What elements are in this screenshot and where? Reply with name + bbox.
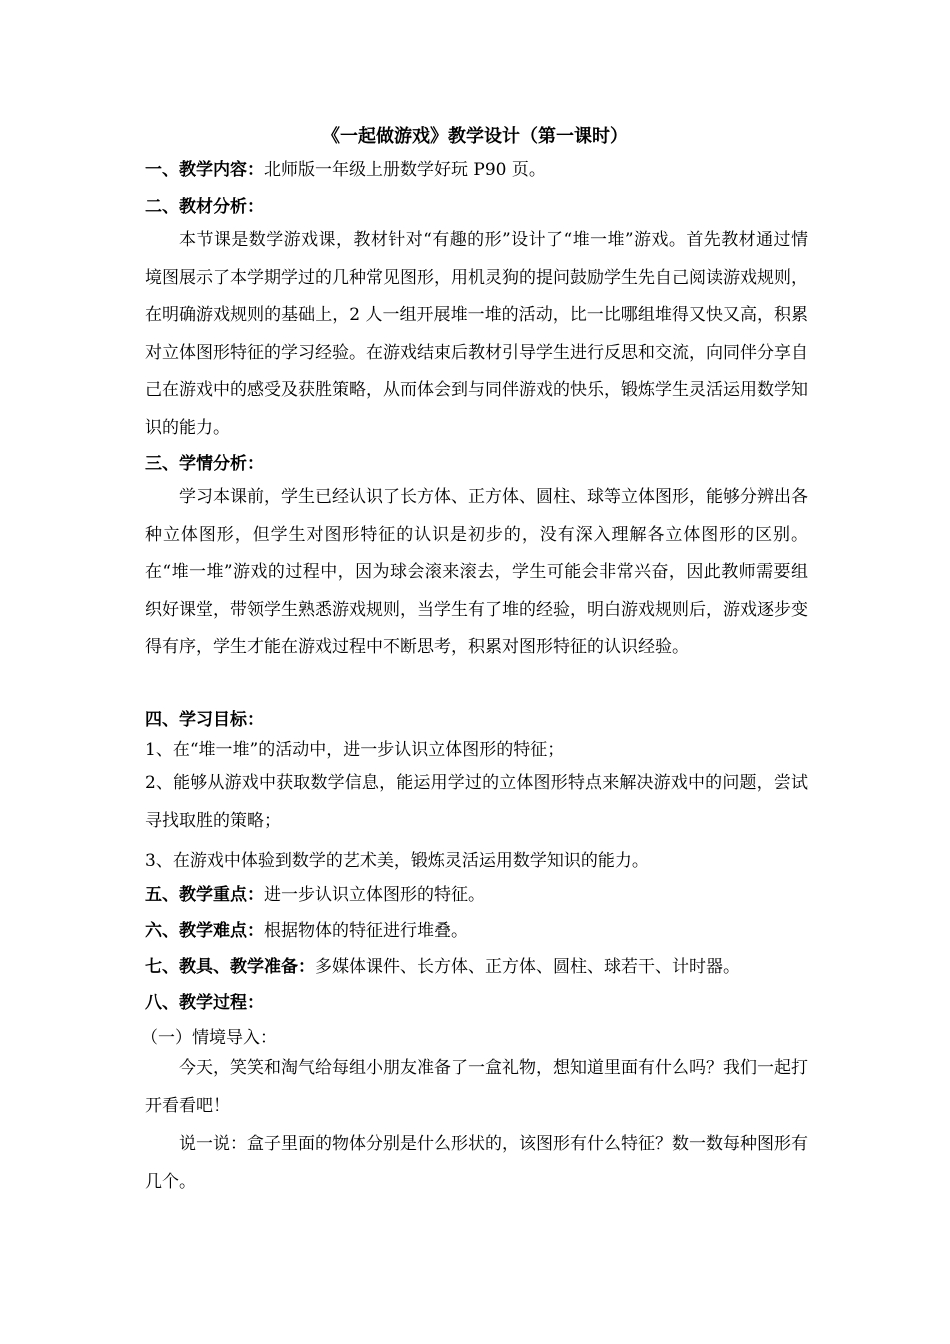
section-value: 多媒体课件、长方体、正方体、圆柱、球若干、计时器。 xyxy=(315,957,740,977)
section-teaching-process-heading: 八、教学过程： xyxy=(145,993,264,1013)
intro-paragraph-2: 说一说：盒子里面的物体分别是什么形状的，该图形有什么特征？数一数每种图形有几个。 xyxy=(145,1134,808,1192)
document-title: 《一起做游戏》教学设计（第一课时） xyxy=(322,126,628,147)
learning-goal-3: 3、在游戏中体验到数学的艺术美，锻炼灵活运用数学知识的能力。 xyxy=(145,851,649,871)
section-value: 进一步认识立体图形的特征。 xyxy=(264,885,485,905)
section-student-analysis-heading: 三、学情分析： xyxy=(145,454,264,474)
section-key-point xyxy=(145,882,485,908)
learning-goal-2: 2、能够从游戏中获取数学信息，能运用学过的立体图形特点来解决游戏中的问题，尝试寻找取胜的策略； xyxy=(145,773,808,831)
section-textbook-analysis-heading: 二、教材分析： xyxy=(145,197,264,217)
learning-goal-1: 1、在“堆一堆”的活动中，进一步认识立体图形的特征； xyxy=(145,740,565,760)
section-difficulty xyxy=(145,918,468,944)
intro-paragraph-1: 今天，笑笑和淘气给每组小朋友准备了一盒礼物，想知道里面有什么吗？我们一起打开看看吧！ xyxy=(145,1058,808,1116)
section-label: 五、教学重点： xyxy=(145,885,264,905)
section-materials xyxy=(145,954,740,980)
section-label: 一、教学内容： xyxy=(145,160,264,180)
student-analysis-paragraph: 学习本课前，学生已经认识了长方体、正方体、圆柱、球等立体图形，能够分辨出各种立体图形，但学生对图形特征的认识是初步的，没有深入理解各立体图形的区别。在“堆一堆”游戏的过程中，因为球会滚来滚去，学生可能会非常兴奋，因此教师需要组织好课堂，带领学生熟悉游戏规则，当学生有了堆的经验，明白游戏规则后，游戏逐步变得有序，学生才能在游戏过程中不断思考，积累对图形特征的认识经验。 xyxy=(145,487,808,658)
section-learning-goals-heading: 四、学习目标： xyxy=(145,710,264,730)
section-label: 七、教具、教学准备： xyxy=(145,957,315,977)
textbook-analysis-paragraph: 本节课是数学游戏课，教材针对“有趣的形”设计了“堆一堆”游戏。首先教材通过情境图展示了本学期学过的几种常见图形，用机灵狗的提问鼓励学生先自己阅读游戏规则，在明确游戏规则的基础上，2 人一组开展堆一堆的活动，比一比哪组堆得又快又高，积累对立体图形特征的学习经验。在游戏结束后教材引导学生进行反思和交流，向同伴分享自己在游戏中的感受及获胜策略，从而体会到与同伴游戏的快乐，锻炼学生灵活运用数学知识的能力。 xyxy=(145,230,808,438)
section-teaching-content xyxy=(145,157,546,183)
section-label: 六、教学难点： xyxy=(145,921,264,941)
section-value: 北师版一年级上册数学好玩 P90 页。 xyxy=(264,160,546,180)
subsection-situation-intro: （一）情境导入： xyxy=(141,1028,277,1048)
section-value: 根据物体的特征进行堆叠。 xyxy=(264,921,468,941)
